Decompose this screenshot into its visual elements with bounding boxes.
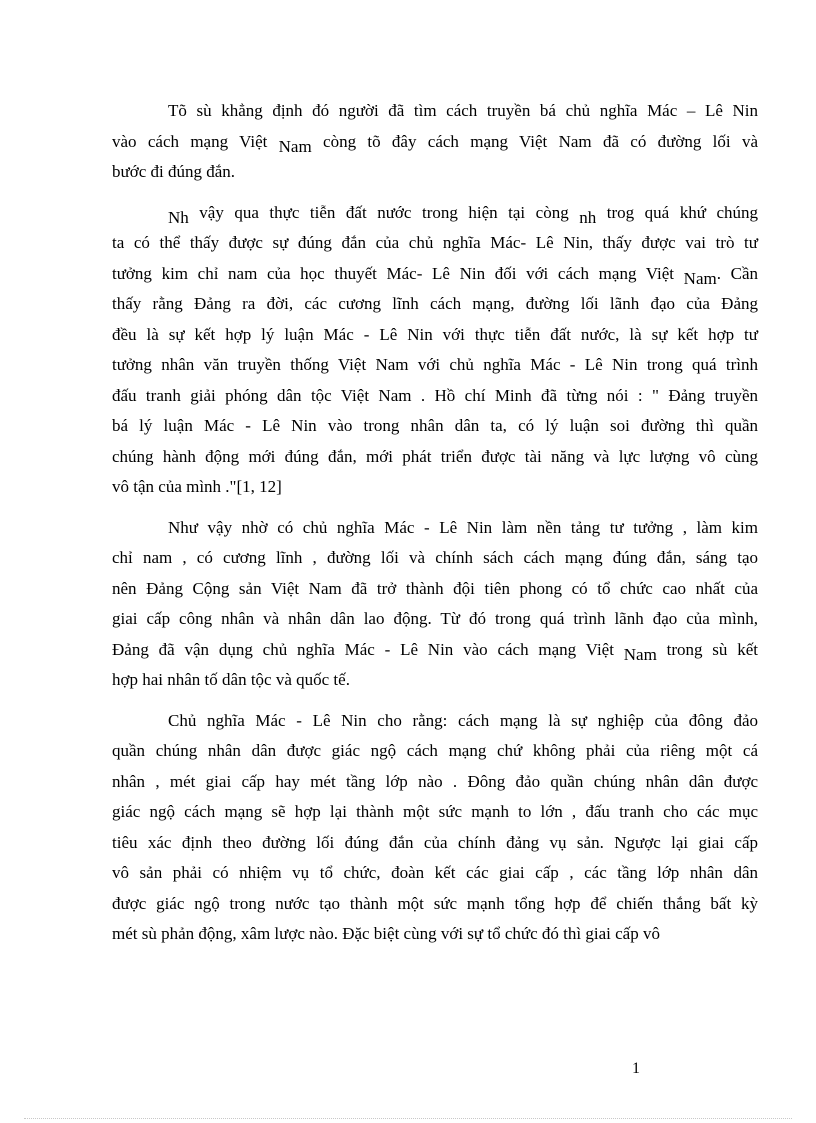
text-line [112, 706, 758, 737]
lowered-text-run: Nam [623, 644, 657, 664]
lowered-text-run: Nh [168, 207, 189, 227]
text-run: hợp hai nhân tố dân tộc và quốc tế. [112, 670, 350, 689]
text-line [112, 635, 758, 666]
text-line [112, 828, 758, 859]
text-line [112, 919, 758, 950]
text-run: Đảng đã vận dụng chủ nghĩa Mác - Lê Nin vào cách mạng Việt [112, 639, 624, 659]
text-run: đấu tranh giải phóng dân tộc Việt Nam . Hồ chí Minh đã từng nói : " Đảng truyền [112, 385, 758, 405]
text-run: . Cần [716, 263, 758, 283]
text-line [112, 127, 758, 158]
text-run: bước đi đúng đắn. [112, 162, 236, 181]
text-run: Chủ nghĩa Mác - Lê Nin cho rằng: cách mạng là sự nghiệp của đông đảo [168, 710, 758, 730]
text-line [112, 259, 758, 290]
text-line [112, 442, 758, 473]
text-line [112, 350, 758, 381]
text-line [112, 858, 758, 889]
text-line [112, 381, 758, 412]
paragraph [112, 198, 758, 503]
text-run: thấy rằng Đảng ra đời, các cương lĩnh cách mạng, đường lối lãnh đạo của Đảng [112, 294, 758, 313]
text-line [112, 320, 758, 351]
text-run: ta có thể thấy được sự đúng đắn của chủ nghĩa Mác- Lê Nin, thấy được vai trò tư [112, 233, 758, 252]
text-line [112, 574, 758, 605]
text-run: chỉ nam , có cương lĩnh , đường lối và chính sách cách mạng đúng đắn, sáng tạo [112, 548, 758, 567]
lowered-text-run: nh [579, 207, 597, 227]
text-run: tưởng kim chỉ nam của học thuyết Mác- Lê Nin đối với cách mạng Việt [112, 263, 684, 283]
text-run: được giác ngộ trong nước tạo thành một sức mạnh tổng hợp để chiến thắng bất kỳ [112, 893, 758, 913]
text-run: bá lý luận Mác - Lê Nin vào trong nhân dân ta, có lý luận soi đường thì quần [112, 416, 758, 435]
text-line [112, 604, 758, 635]
text-run: nhân , mét giai cấp hay mét tầng lớp nào . Đông đảo quần chúng nhân dân được [112, 771, 758, 791]
text-run: quần chúng nhân dân được giác ngộ cách mạng chứ không phải của riêng một cá [112, 741, 758, 760]
text-run: vô tận của mình ."[1, 12] [112, 477, 282, 496]
text-run: vậy qua thực tiễn đất nước trong hiện tại còng [188, 202, 580, 222]
text-run: Tõ sù khẳng định đó người đã tìm cách truyền bá chủ nghĩa Mác – Lê Nin [168, 101, 758, 120]
text-line [112, 767, 758, 798]
text-run: vô sản phải có nhiệm vụ tổ chức, đoàn kết các giai cấp , các tầng lớp nhân dân [112, 863, 758, 882]
lowered-text-run: Nam [683, 268, 717, 288]
paragraph [112, 513, 758, 696]
text-line [112, 513, 758, 544]
text-line [112, 411, 758, 442]
text-line [112, 543, 758, 574]
text-line [112, 157, 758, 188]
text-run: trong sù kết [656, 639, 758, 659]
text-run: đều là sự kết hợp lý luận Mác - Lê Nin với thực tiễn đất nước, là sự kết hợp tư [112, 324, 758, 344]
text-line [112, 797, 758, 828]
document-body [112, 96, 758, 960]
text-run: giai cấp công nhân và nhân dân lao động. Từ đó trong quá trình lãnh đạo của mình, [112, 609, 758, 628]
text-run: còng tõ đây cách mạng Việt Nam đã có đường lối và [311, 131, 758, 151]
text-line [112, 665, 758, 696]
text-line [112, 228, 758, 259]
text-run: tiêu xác định theo đường lối đúng đắn của chính đảng vụ sản. Ngược lại giai cấp [112, 832, 758, 852]
text-run: giác ngộ cách mạng sẽ hợp lại thành một sức mạnh to lớn , đấu tranh cho các mục [112, 802, 758, 821]
text-line [112, 198, 758, 229]
page-bottom-divider [24, 1118, 792, 1119]
text-run: trog quá khứ chúng [596, 202, 758, 222]
page-number: 1 [632, 1060, 640, 1077]
paragraph [112, 706, 758, 950]
text-line [112, 472, 758, 503]
lowered-text-run: Nam [278, 136, 312, 156]
text-run: tưởng nhân văn truyền thống Việt Nam với chủ nghĩa Mác - Lê Nin trong quá trình [112, 355, 758, 374]
text-run: nên Đảng Cộng sản Việt Nam đã trở thành đội tiên phong có tổ chức cao nhất của [112, 578, 758, 598]
text-run: mét sù phản động, xâm lược nào. Đặc biệt cùng với sự tổ chức đó thì giai cấp vô [112, 924, 660, 943]
text-run: Như vậy nhờ có chủ nghĩa Mác - Lê Nin làm nền tảng tư tưởng , làm kim [168, 517, 758, 537]
text-line [112, 889, 758, 920]
text-line [112, 736, 758, 767]
paragraph [112, 96, 758, 188]
text-run: vào cách mạng Việt [112, 131, 279, 151]
text-line [112, 289, 758, 320]
text-run: chúng hành động mới đúng đắn, mới phát triển được tài năng và lực lượng vô cùng [112, 446, 758, 466]
text-line [112, 96, 758, 127]
